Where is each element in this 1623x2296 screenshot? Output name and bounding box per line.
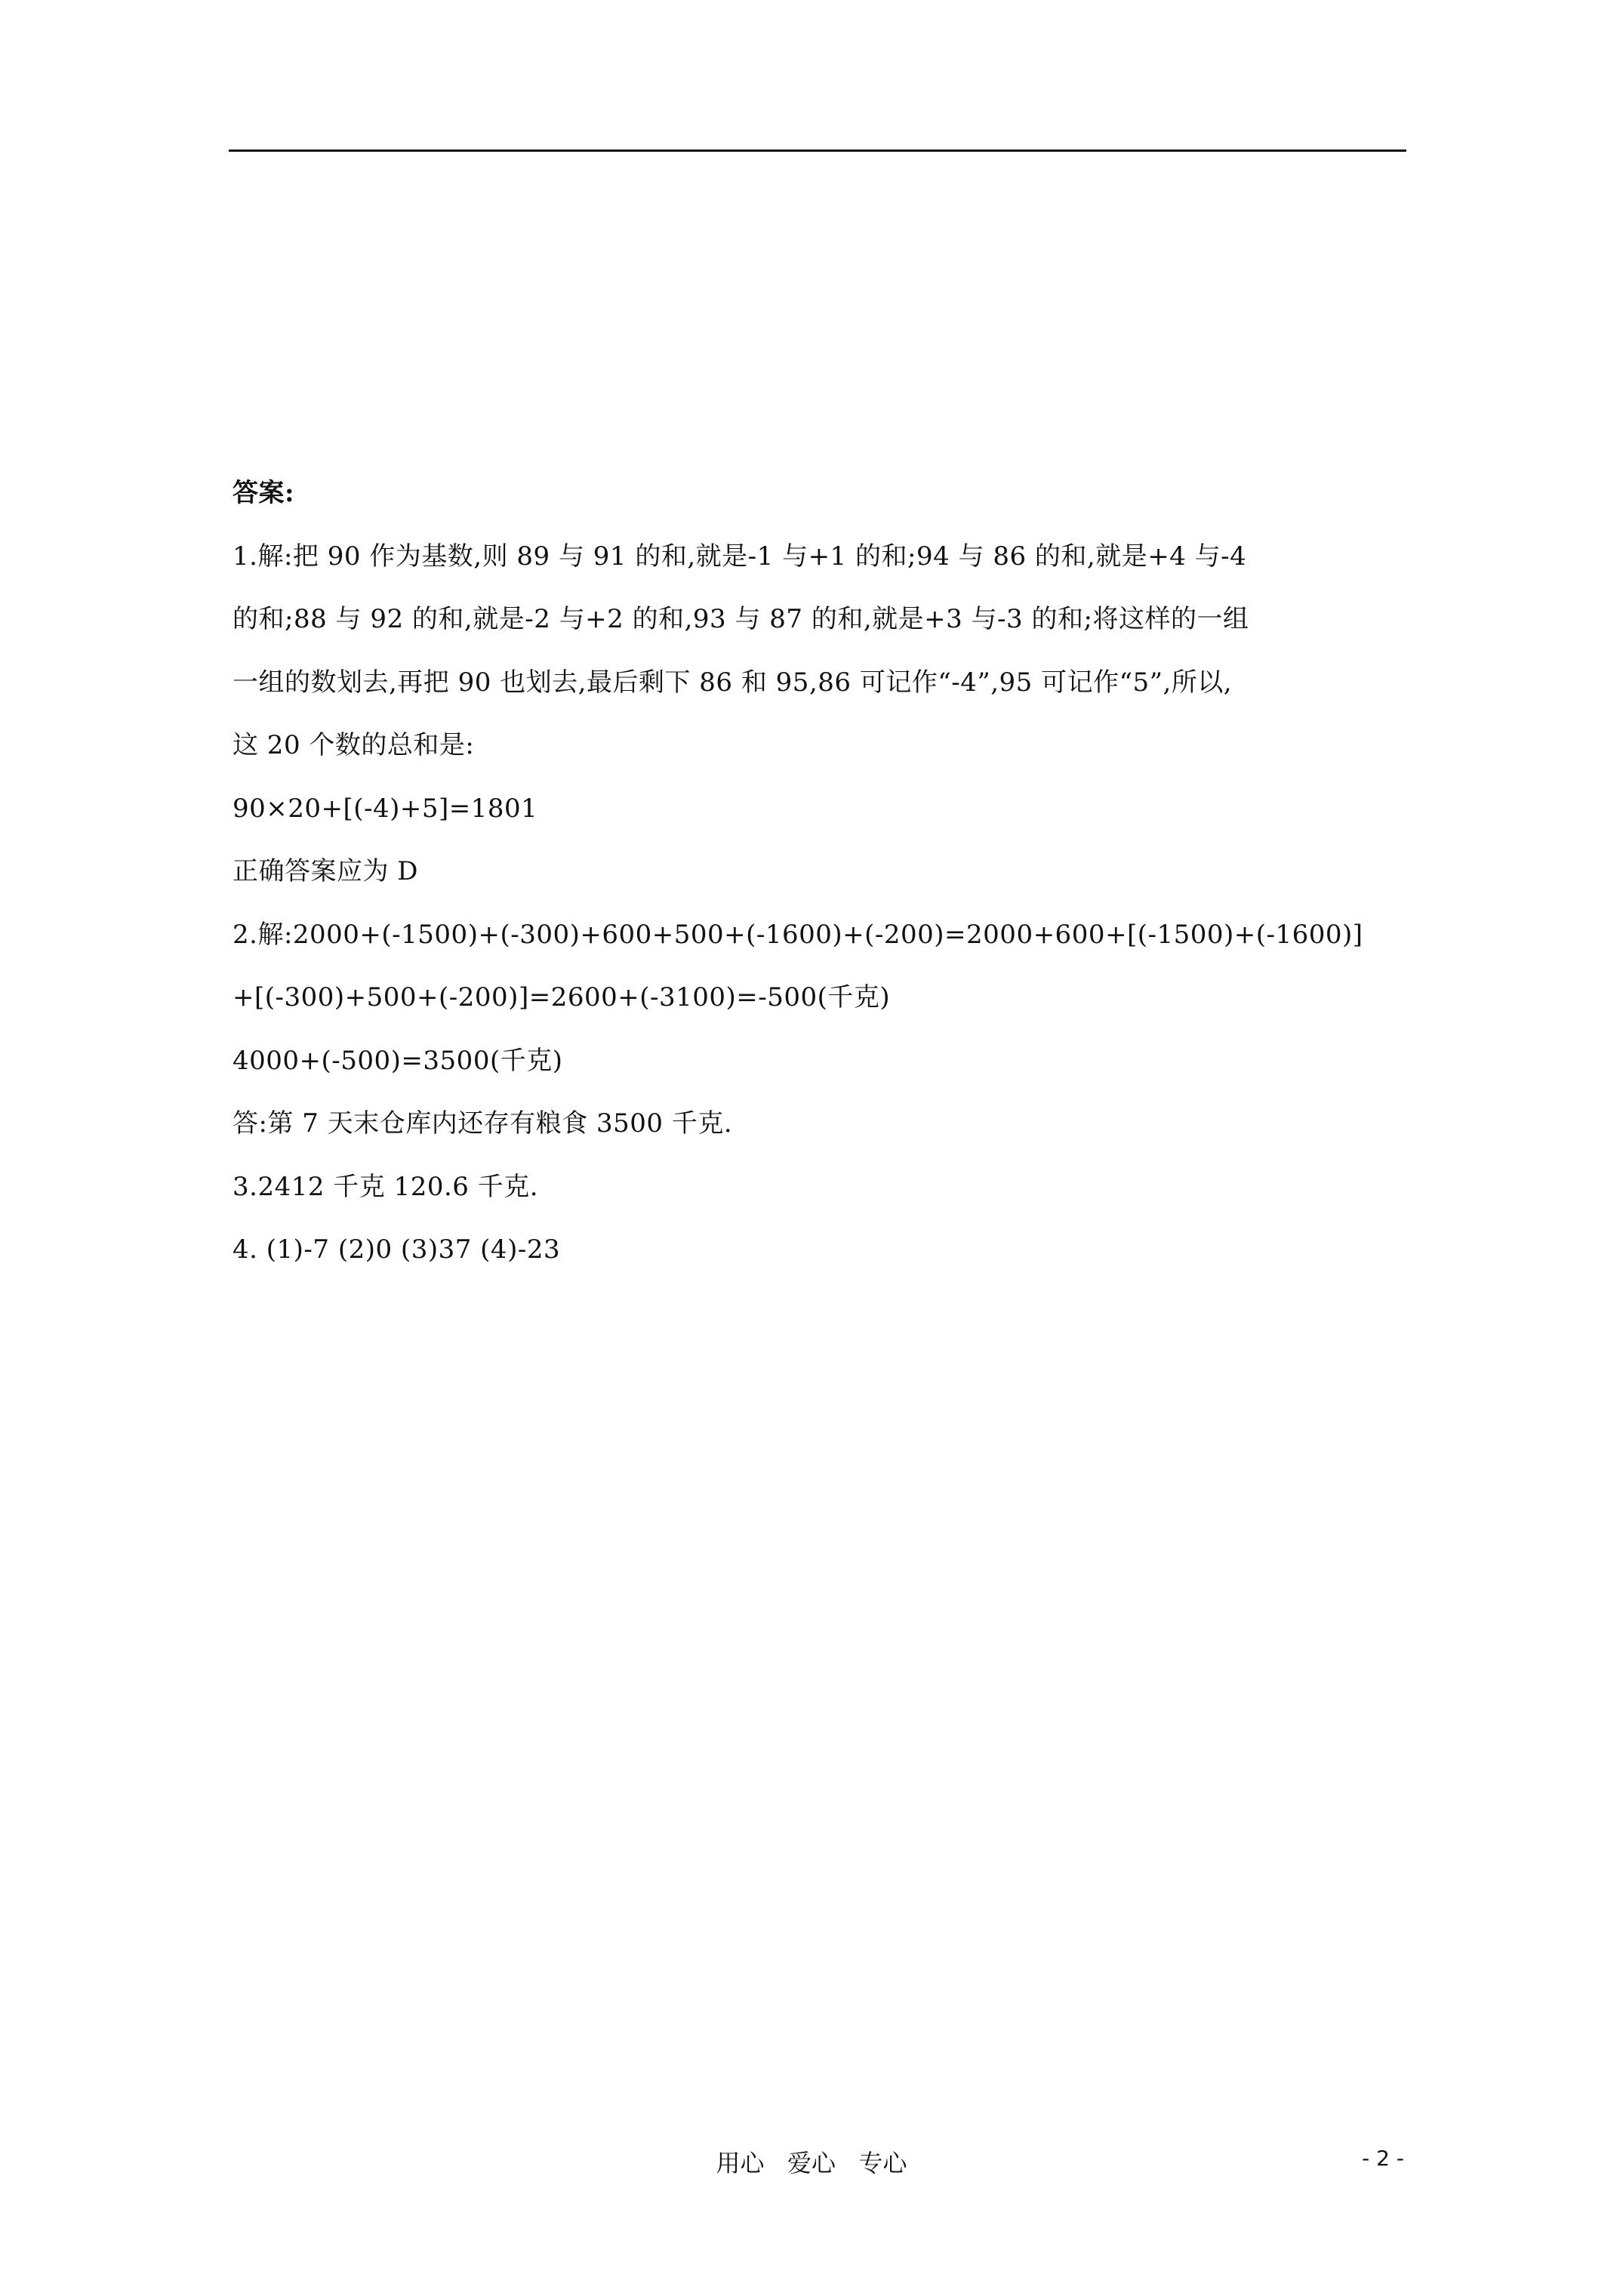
- answer-line-5: 90×20+[(-4)+5]=1801: [233, 793, 538, 824]
- answer-line-9: 4000+(-500)=3500(千克): [233, 1045, 563, 1076]
- answer-line-8: +[(-300)+500+(-200)]=2600+(-3100)=-500(千克): [233, 982, 891, 1012]
- footer-slogan: 用心 爱心 专心: [716, 2149, 907, 2177]
- answer-line-2: 的和;88 与 92 的和,就是-2 与+2 的和,93 与 87 的和,就是+3 与-3 的和;将这样的一组: [233, 604, 1249, 634]
- answer-section: [233, 462, 1455, 1282]
- page-number: - 2 -: [1362, 2146, 1404, 2171]
- answer-line-12: 4. (1)-7 (2)0 (3)37 (4)-23: [233, 1234, 561, 1265]
- answer-line-3: 一组的数划去,再把 90 也划去,最后剩下 86 和 95,86 可记作“-4”,95 可记作“5”,所以,: [233, 667, 1233, 698]
- answer-line-11: 3.2412 千克 120.6 千克.: [233, 1171, 539, 1202]
- header-rule: [229, 149, 1406, 152]
- answer-heading: 答案:: [233, 478, 295, 508]
- answer-line-6: 正确答案应为 D: [233, 856, 419, 886]
- answer-line-4: 这 20 个数的总和是:: [233, 730, 475, 760]
- answer-line-1: 1.解:把 90 作为基数,则 89 与 91 的和,就是-1 与+1 的和;94 与 86 的和,就是+4 与-4: [233, 541, 1247, 572]
- answer-line-7: 2.解:2000+(-1500)+(-300)+600+500+(-1600)+(-200)=2000+600+[(-1500)+(-1600)]: [233, 919, 1363, 950]
- answer-line-10: 答:第 7 天末仓库内还存有粮食 3500 千克.: [233, 1108, 733, 1139]
